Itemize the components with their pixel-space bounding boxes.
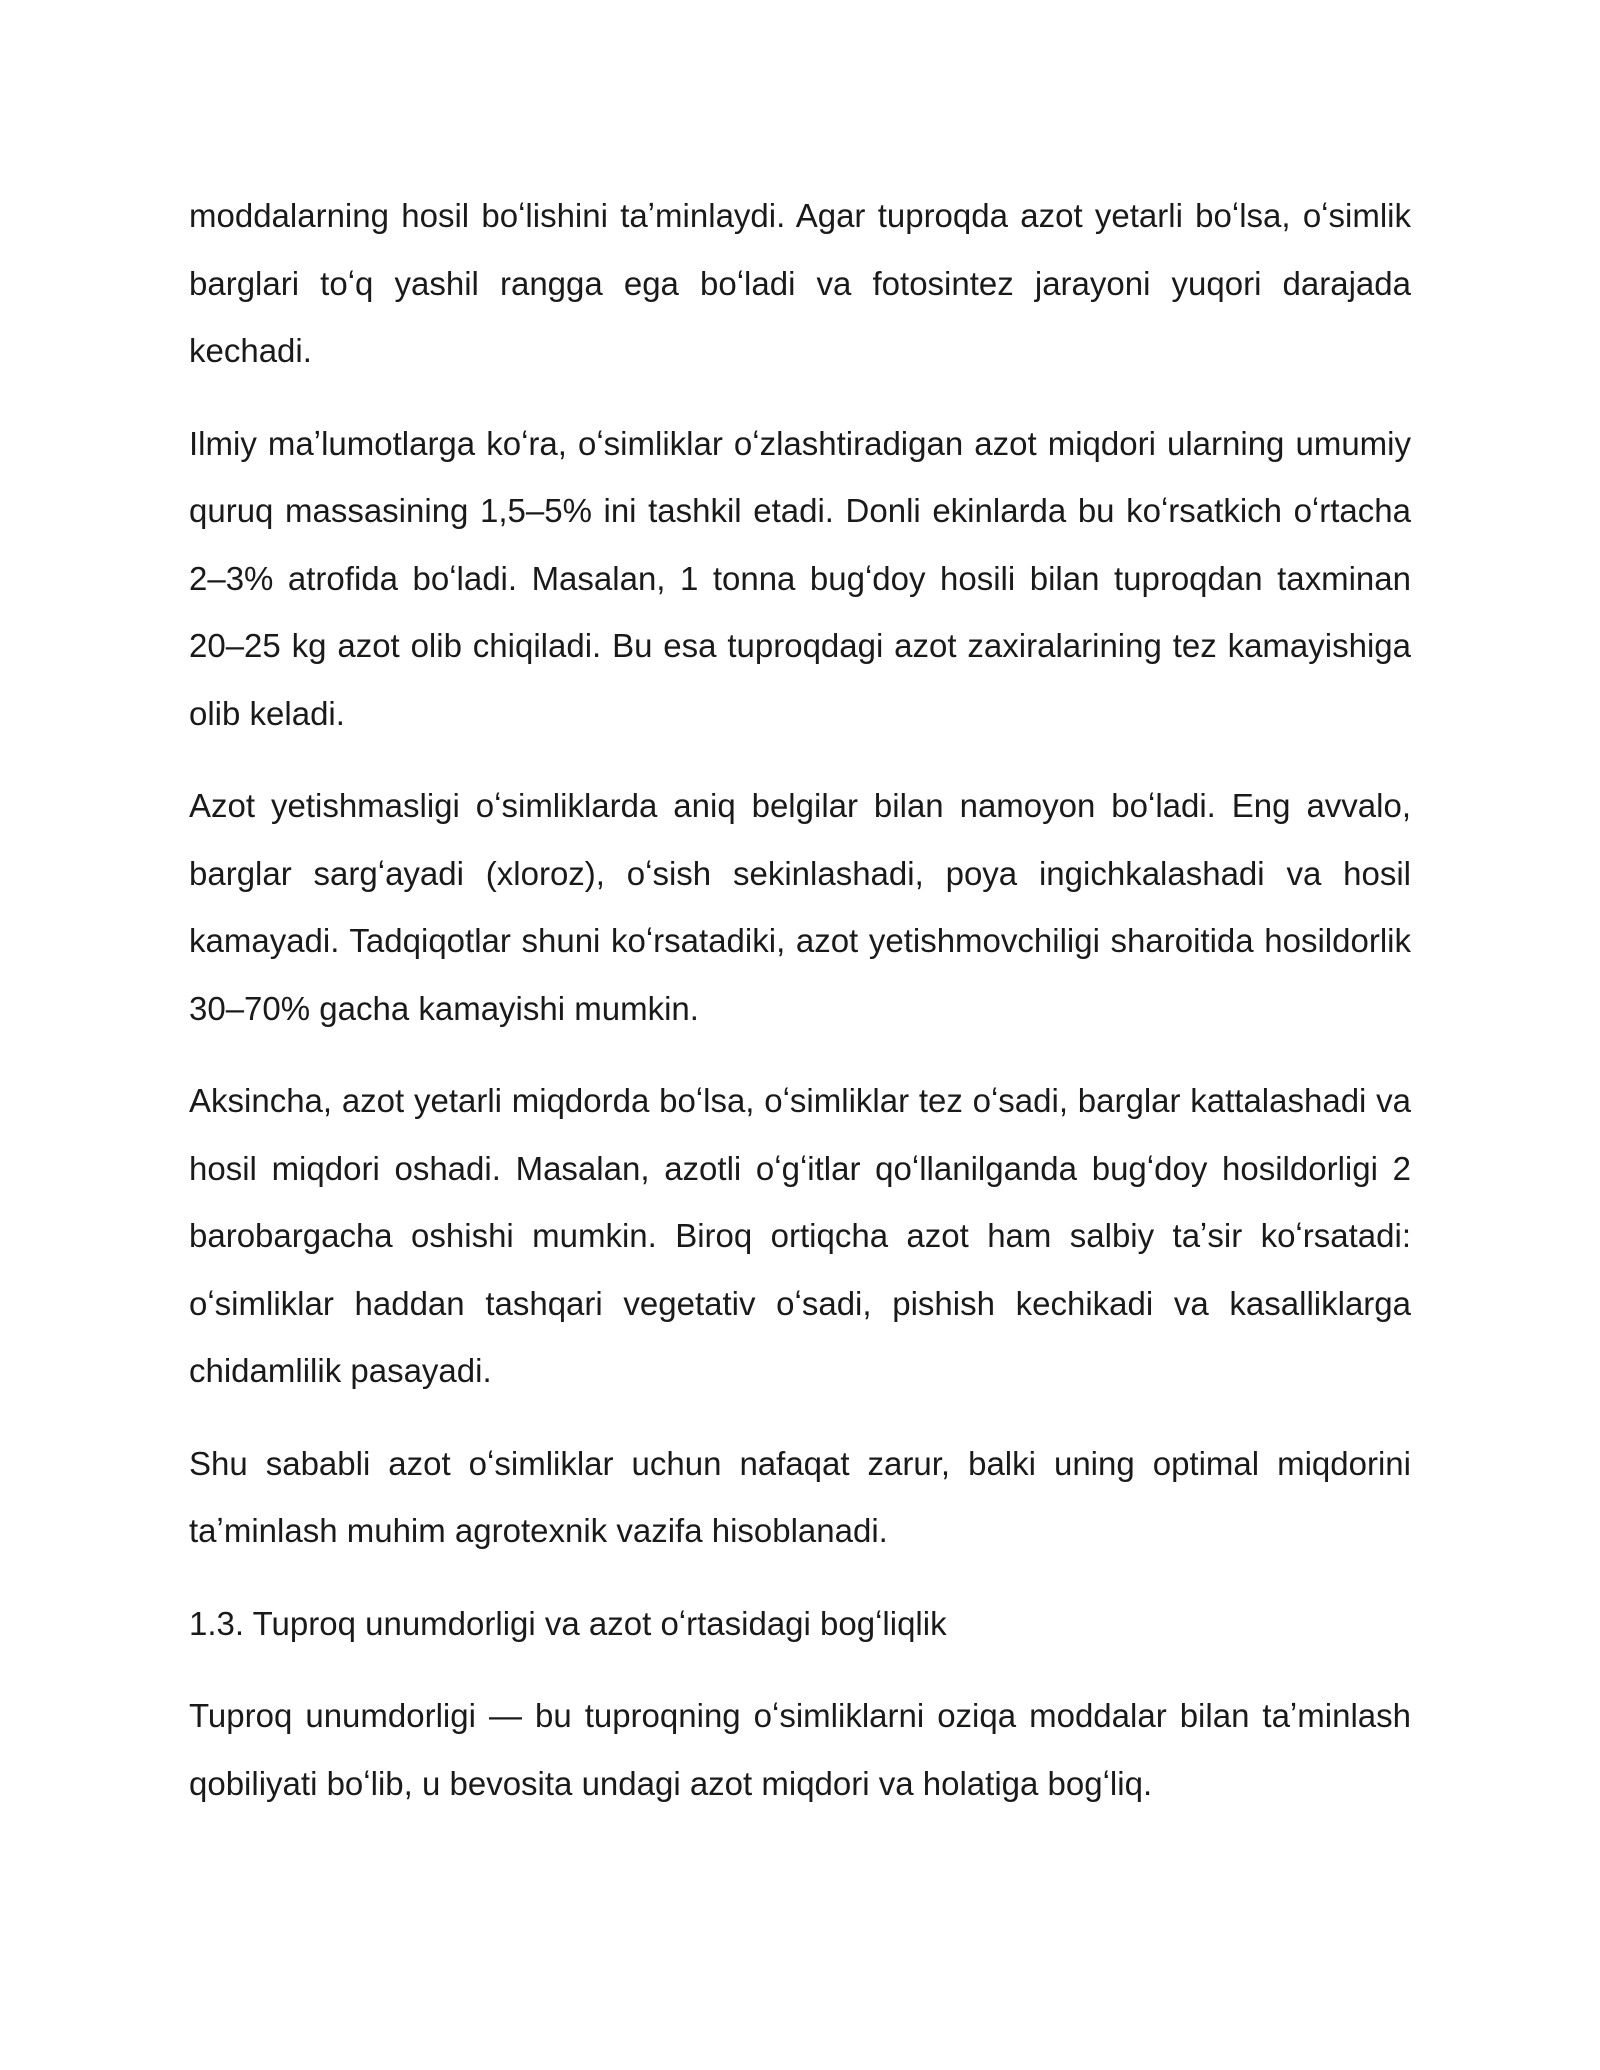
paragraph-nitrogen-excess: Aksincha, azot yetarli miqdorda boʻlsa, oʻsimliklar tez oʻsadi, barglar kattalashadi va hosil miqdori oshadi. Masalan, azotli oʻgʻitlar qoʻllanilganda bugʻdoy hosildorligi 2 barobargacha oshishi mumkin. Biroq ortiqcha azot ham salbiy taʼsir koʻrsatadi: oʻsimliklar haddan tashqari vegetativ oʻsadi, pishish kechikadi va kasalliklarga chidamlilik pasayadi. — [189, 1082, 1411, 1389]
paragraph-nitrogen-deficiency: Azot yetishmasligi oʻsimliklarda aniq belgilar bilan namoyon boʻladi. Eng avvalo, barglar sargʻayadi (xloroz), oʻsish sekinlashadi, poya ingichkalashadi va hosil kamayadi. Tadqiqotlar shuni koʻrsatadiki, azot yetishmovchiligi sharoitida hosildorlik 30–70% gacha kamayishi mumkin. — [189, 787, 1411, 1027]
paragraph-soil-fertility: Tuproq unumdorligi — bu tuproqning oʻsimliklarni oziqa moddalar bilan taʼminlash qobiliyati boʻlib, u bevosita undagi azot miqdori va holatiga bogʻliq. — [189, 1697, 1411, 1802]
paragraph-conclusion: Shu sababli azot oʻsimliklar uchun nafaqat zarur, balki uning optimal miqdorini taʼminlash muhim agrotexnik vazifa hisoblanadi. — [189, 1444, 1411, 1549]
document-body — [189, 182, 1411, 1842]
paragraph-continuation: moddalarning hosil boʻlishini taʼminlaydi. Agar tuproqda azot yetarli boʻlsa, oʻsimlik barglari toʻq yashil rangga ega boʻladi va fotosintez jarayoni yuqori darajada kechadi. — [189, 197, 1411, 369]
paragraph-nitrogen-uptake: Ilmiy maʼlumotlarga koʻra, oʻsimliklar oʻzlashtiradigan azot miqdori ularning umumiy quruq massasining 1,5–5% ini tashkil etadi. Donli ekinlarda bu koʻrsatkich oʻrtacha 2–3% atrofida boʻladi. Masalan, 1 tonna bugʻdoy hosili bilan tuproqdan taxminan 20–25 kg azot olib chiqiladi. Bu esa tuproqdagi azot zaxiralarining tez kamayishiga olib keladi. — [189, 424, 1411, 732]
section-heading: 1.3. Tuproq unumdorligi va azot oʻrtasidagi bogʻliqlik — [189, 1604, 947, 1642]
